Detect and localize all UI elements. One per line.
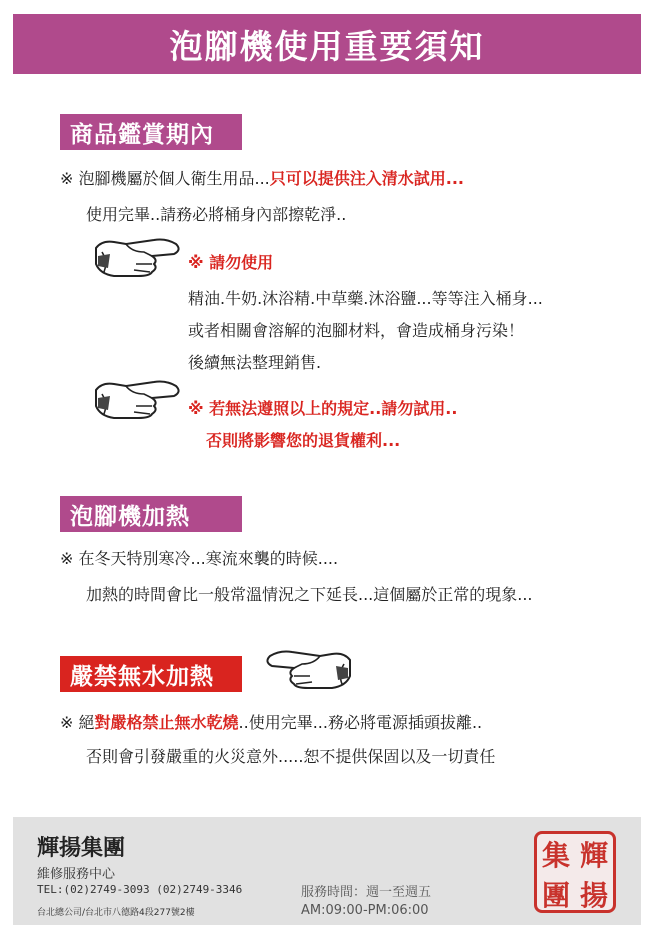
dry-heating-line-1-highlight: 對嚴格禁止無水乾燒 bbox=[94, 713, 239, 732]
company-address: 台北總公司/台北市八德路4段277號2樓 bbox=[37, 908, 195, 918]
appraisal-line-1-prefix: ※ 泡腳機屬於個人衛生用品... bbox=[60, 169, 270, 188]
section-label-heating: 泡腳機加熱 bbox=[60, 496, 242, 532]
footer-contact-panel bbox=[13, 817, 641, 925]
return-warning-line-1: ※ 若無法遵照以上的規定..請勿試用.. bbox=[188, 399, 458, 418]
company-name: 輝揚集團 bbox=[37, 836, 126, 861]
phone-numbers: TEL:(02)2749-3093 (02)2749-3346 bbox=[37, 883, 243, 896]
seal-char: 團 bbox=[541, 879, 570, 912]
company-seal bbox=[534, 831, 616, 913]
dry-heating-line-2: 否則會引發嚴重的火災意外.....恕不提供保固以及一切責任 bbox=[86, 747, 496, 766]
service-hours-label: 服務時間：週一至週五 bbox=[301, 885, 432, 900]
heating-line-1: ※ 在冬天特別寒冷...寒流來襲的時候.... bbox=[60, 549, 339, 568]
page-title: 泡腳機使用重要須知 bbox=[13, 14, 641, 74]
dry-heating-line-1-prefix: ※ 絕 bbox=[60, 713, 95, 732]
heating-line-2: 加熱的時間會比一般常溫情況之下延長...這個屬於正常的現象... bbox=[86, 585, 533, 604]
section-label-appraisal: 商品鑑賞期內 bbox=[60, 114, 242, 150]
pointing-hand-icon bbox=[92, 376, 184, 420]
appraisal-line-2: 使用完畢..請務必將桶身內部擦乾淨.. bbox=[86, 205, 347, 224]
warning-line-1: 精油.牛奶.沐浴精.中草藥.沐浴鹽...等等注入桶身... bbox=[188, 289, 543, 308]
pointing-hand-icon bbox=[92, 234, 184, 278]
return-warning-line-2: 否則將影響您的退貨權利... bbox=[206, 431, 401, 450]
appraisal-line-1 bbox=[60, 166, 464, 189]
section-label-no-dry-heating: 嚴禁無水加熱 bbox=[60, 656, 242, 692]
warning-line-2: 或者相關會溶解的泡腳材料，會造成桶身污染！ bbox=[188, 321, 525, 340]
warning-heading: ※ 請勿使用 bbox=[188, 253, 274, 272]
seal-char: 集 bbox=[541, 839, 570, 872]
service-center-label: 維修服務中心 bbox=[37, 867, 116, 882]
seal-char: 輝 bbox=[579, 839, 608, 872]
dry-heating-line-1-suffix: ..使用完畢...務必將電源插頭拔離.. bbox=[238, 713, 483, 732]
seal-char: 揚 bbox=[579, 879, 608, 912]
warning-line-3: 後續無法整理銷售. bbox=[188, 353, 322, 372]
dry-heating-line-1 bbox=[60, 710, 482, 733]
pointing-hand-icon bbox=[262, 646, 354, 690]
appraisal-line-1-highlight: 只可以提供注入清水試用... bbox=[269, 169, 465, 188]
service-hours: AM:09:00-PM:06:00 bbox=[301, 903, 429, 918]
